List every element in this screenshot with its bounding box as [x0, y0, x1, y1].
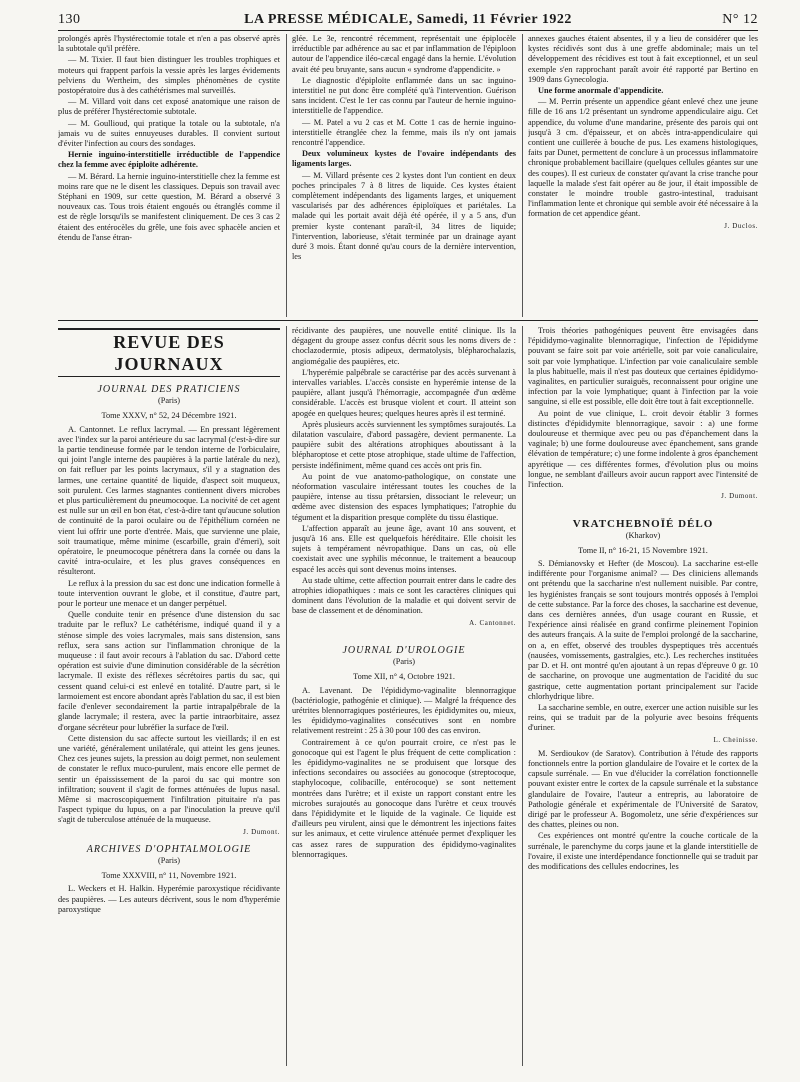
section-rule: [58, 320, 758, 321]
text-paragraph: Ces expériences ont montré qu'entre la couche corticale de la surrénale, le parenchyme du corps jaune et la glande interstitielle de l'ovaire, il existe une interdépendance fonctionnelle qui se traduit par des modifications des cellules endocrines, les: [528, 831, 758, 871]
author-signature: J. Dumont.: [243, 827, 280, 836]
header-rule: [58, 30, 758, 31]
text-paragraph: Contrairement à ce qu'on pourrait croire, ce n'est pas le gonocoque qui est l'agent le plus fréquent de cette complication : les épididymo-vaginalites ne se produisent que lorsque des infections secondaires ou associées au gonocoque (streptocoque, staphylocoque, colibacille, entérocoque) se sont nettement montrées dans l'urètre; et il existe un rapport constant entre les microbes surajoutés au gonocoque dans l'urètre et ceux trouvés dans l'épididymite et le liquide de la vaginale. Ce liquide est d'ailleurs peu virulent, ainsi que le démontrent les injections faites sur les animaux, et cette virulence atténuée permet d'expliquer les cas assez rares de suppuration des épididymo-vaginalites blennorragiques.: [292, 737, 516, 859]
text-paragraph: Le reflux à la pression du sac est donc une indication formelle à toute intervention ouvrant le globe, et il constitue, d'autre part, pour le porteur une menace et un danger perpétuel.: [58, 578, 280, 609]
text-paragraph: S. Démianovsky et Hefter (de Moscou). La saccharine est-elle indifférente pour l'organisme animal? — Des cliniciens allemands ont prétendu que la saccharine n'est nullement nuisible. Par contre, les hygiénistes français se sont toujours montrés opposés à l'emploi de cette substance. Par la force des choses, la saccharine est devenue, dans ces dernières années, d'un usage courant en Russie, et l'expérience ainsi réalisée en grand confirme pleinement l'opinion des auteurs français. A la suite de l'emploi prolongé de la saccharine, on a, en effet, observé des troubles dyspeptiques très accentués (nausées, vomissements, gastralgies, etc.). Les recherches instituées par D. et H. ont montré qu'en ajoutant à un repas d'épreuve 0 gr. 10 de saccharine, on provoque une augmentation de l'acidité du suc gastrique, cette augmentation portant principalement sur l'acide chlorhydrique libre.: [528, 559, 758, 701]
text-paragraph: — M. Goullioud, qui pratique la totale ou la subtotale, n'a jamais vu de suites ennuyeuses durables. Il convient surtout d'éviter l'infection au cours des sondages.: [58, 118, 280, 149]
journal-city: (Paris): [392, 657, 416, 667]
text-paragraph: Cette distension du sac affecte surtout les vieillards; il en est une variété, généralement unilatérale, qui atteint les gens jeunes. Chez ces jeunes sujets, la pression au doigt permet, non seulement de constater le reflux muco-purulent, mais encore elle permet de sentir un épaississement de la paroi du sac qui montre son infiltration; souvent il s'agit de formes atténuées de lupus nasal. Même si macroscopiquement l'infiltration pituitaire n'a pas l'aspect typique du lupus, on a par l'inoculation la preuve qu'il s'agit de tuberculose atténuée de la muqueuse.: [58, 733, 280, 825]
journal-city: (Paris): [157, 855, 181, 865]
text-paragraph: Le diagnostic d'épiploïte enflammée dans un sac inguino-interstitiel ne put donc être complété qu'à l'intervention. Guérison sans incident. C'est le 1er cas connu par l'auteur de hernie inguino-interstitielle de l'appendice.: [292, 75, 516, 116]
author-signature: J. Duclos.: [724, 221, 758, 230]
journal-title: LA PRESSE MÉDICALE, Samedi, 11 Février 1922: [244, 12, 572, 27]
journal-tome: Tome XII, n° 4, Octobre 1921.: [353, 672, 455, 682]
column-divider: [286, 326, 287, 1066]
text-paragraph: récidivante des paupières, une nouvelle entité clinique. Ils la dégagent du groupe assez confus décrit sous les noms divers de : choclazodermie, ptosis adipeux, dermatolysis, blépharochalazis, angiomégalie des paupières, etc.: [292, 326, 516, 366]
text-paragraph: Au stade ultime, cette affection pourrait entrer dans le cadre des atrophies idiopathiques : mais ce sont les caractères cliniques qui dominent dans l'évolution de la maladie et qui doivent servir de base de classement et de dénomination.: [292, 575, 516, 616]
journal-tome: Tome XXXV, n° 52, 24 Décembre 1921.: [101, 411, 237, 421]
text-paragraph: Au point de vue clinique, L. croit devoir établir 3 formes distinctes d'épididymite blennorragique, savoir : a) une forme douloureuse et thermique avec peu ou pas d'épanchement dans la vaginale; b) une forme douloureuse avec épanchement, sans grande élévation de température; c) une forme indolente à gros épanchement apyrétique — ces différentes formes, d'évolution plus ou moins longue, ne semblant d'ailleurs avoir aucun rapport avec l'intensité de l'infection.: [528, 408, 758, 490]
issue-number: N° 12: [722, 12, 758, 27]
journal-tome: Tome II, n° 16-21, 15 Novembre 1921.: [578, 545, 708, 555]
subheading: Deux volumineux kystes de l'ovaire indépendants des ligaments larges.: [292, 149, 516, 169]
author-signature: L. Cheinisse.: [713, 735, 758, 744]
journal-city: (Kharkov): [625, 530, 661, 540]
text-paragraph: — M. Bérard. La hernie inguino-interstitielle chez la femme est moins rare que ne le disent les classiques. Depuis son travail avec Stéphani en 1909, sur cette question, M. Bérard a observé 3 nouveaux cas. Tous trois étaient engoués ou étranglés comme il est de règle lorsqu'ils se manifestent cliniquement. De ces 3 cas 2 étaient des entérocèles du grêle, une fois avec sphacèle ancien et étendu de l'anse étran-: [58, 171, 280, 242]
revue-column-3: [528, 326, 758, 1066]
journal-tome: Tome XXXVIII, n° 11, Novembre 1921.: [101, 871, 237, 881]
text-paragraph: glée. Le 3e, rencontré récemment, représentait une épiplocèle irréductible par adhérence au sac et par inflammation de l'épiploon autour de l'appendice iléo-cæcal engagé dans la hernie. L'évolution avait été peu bruyante, sans aucun « syndrome d'appendicite. »: [292, 34, 516, 74]
text-paragraph: prolongés après l'hystérectomie totale et n'en a pas observé après la subtotale qu'il préfère.: [58, 34, 280, 54]
subheading: Une forme anormale d'appendicite.: [538, 86, 664, 96]
text-paragraph: M. Serdioukov (de Saratov). Contribution à l'étude des rapports fonctionnels entre la portion glandulaire de l'ovaire et le cortex de la capsule surrénale. — En vue d'élucider la corrélation fonctionnelle pouvant exister entre le cortex de la capsule surrénale et la substance glandulaire de l'ovaire, l'auteur a entrepris, au laboratoire de Pathologie générale et expérimentale de l'Université de Saratov, dirigé par le professeur A. Bogomoletz, une série d'expériences sur des chattes, pleines ou non.: [528, 748, 758, 830]
author-signature: A. Cantonnet.: [469, 618, 516, 627]
text-paragraph: L'hyperémie palpébrale se caractérise par des accès survenant à intervalles variables. L'accès consiste en hyperémie intense de la paupière, allant jusqu'à l'hémorragie, accompagnée d'un œdème considérable. L'accès est brusque violent et court. Il atteint son apogée en quelques heures; quelques heures après il est terminé.: [292, 367, 516, 418]
text-paragraph: Trois théories pathogéniques peuvent être envisagées dans l'épididymo-vaginalite blennorragique, l'infection de l'épididyme pouvant se faire soit par voie artérielle, soit par voie canaliculaire, soit par voie lymphatique. L'infection par voie canaliculaire semble la plus habituelle, mais il n'est pas douteux que certaines épididymo-vaginalites, en particulier suraiguës, reconnaissent pour origine une infection par la voie lymphatique; quant à l'infection par la voie sanguine, si elle est possible, elle doit être tout à fait exceptionnelle.: [528, 326, 758, 407]
text-paragraph: Quelle conduite tenir en présence d'une distension du sac traduite par le reflux? Le cathétérisme, indiqué quand il y a sténose simple des voies lacrymales, mais sans distension, sans reflux, sera sans action sur l'inflammation chronique de la muqueuse : il faut avoir recours à l'ablation du sac. D'abord cette opération est suivie d'une diminution considérable de la sécrétion lacrymale. Il existe des réflexes sécrétoires partis du sac, qui cessent quand celui-ci est enlevé en totalité. D'autre part, si le larmoiement est encore abondant après l'ablation du sac, il est bien facile d'enlever secondairement la partie intrapalpébrale de la glande lacrymale; il restera, avec la partie intraorbitaire, assez d'organe sécréteur pour lubréfier la surface de l'œil.: [58, 610, 280, 732]
text-paragraph: La saccharine semble, en outre, exercer une action nuisible sur les reins, qui se traduit par de la polyurie avec besoins fréquents d'uriner.: [528, 702, 758, 733]
revue-column-1: [58, 326, 280, 1066]
text-paragraph: L. Weckers et H. Halkin. Hyperémie paroxystique récidivante des paupières. — Les auteurs décrivent, sous le nom d'hyperémie paroxystique: [58, 884, 280, 914]
journal-name: JOURNAL DES PRATICIENS: [97, 384, 241, 395]
text-paragraph: A. Cantonnet. Le reflux lacrymal. — En pressant légèrement avec l'index sur la paroi antérieure du sac lacrymal (c'est-à-dire sur la partie tendineuse formée par le tendon interne de l'orbiculaire, qui joint l'angle interne des paupières à la partie latérale du nez), on fait refluer par les points lacrymaux, s'il y a stagnation des larmes, une certaine quantité de liquide, d'aspect soit muqueux, soit purulent. Ces larmes stagnantes contiennent divers microbes et plus particulièrement du pneumocoque. La nocivité de cet agent est nulle sur un œil en bon état, c'est-à-dire tant qu'aucune solution de continuité de la paroi oculaire ou de l'épithélium cornéen ne vient lui offrir une porte d'entrée. Mais, que survienne une plaie, soit traumatique, même minime (escarbille, grain d'émeri), soit opératoire, le pneumocoque pénétrera dans la cornée ou dans la cavité intra-oculaire, et les plus graves conséquences en résulteront.: [58, 424, 280, 577]
journal-name: ARCHIVES D'OPHTALMOLOGIE: [86, 843, 252, 855]
top-column-2: [292, 34, 516, 317]
text-paragraph: — M. Villard voit dans cet exposé anatomique une raison de plus de préférer l'hystérectomie subtotale.: [58, 97, 280, 117]
page-number: 130: [58, 12, 81, 27]
journal-name: VRATCHEBNOÏÉ DÉLO: [572, 518, 714, 531]
subheading: Hernie inguino-interstitielle irréductible de l'appendice chez la femme avec épiploïte adhérente.: [58, 150, 280, 170]
text-paragraph: — M. Patel a vu 2 cas et M. Cotte 1 cas de hernie inguino-interstitielle étranglée chez la femme, mais ils n'y ont jamais rencontré l'appendice.: [292, 117, 516, 148]
text-paragraph: Au point de vue anatomo-pathologique, on constate une néoformation vasculaire intéressant toutes les couches de la paupière, intense au tissu prétarsien, dissociant le releveur; un œdème avec distension des espaces lymphatiques; l'atrophie du tégument et la disparition presque complète du tissu élastique.: [292, 471, 516, 522]
revue-column-2: [292, 326, 516, 1066]
column-divider: [286, 34, 287, 317]
text-paragraph: — M. Tixier. Il faut bien distinguer les troubles trophiques et moteurs qui frappent parfois la vessie après les larges évidements pelviens du Wertheim, des simples phénomènes de cystite postopératoire dus à des cathétérismes mal surveillés.: [58, 55, 280, 96]
section-title: REVUE DES JOURNAUX: [58, 328, 280, 377]
text-paragraph: — M. Villard présente ces 2 kystes dont l'un contient en deux poches principales 7 à 8 litres de liquide. Ces kystes étaient complètement indépendants des ligaments larges, et uniquement vascularisés par des adhérences épiploïques et pariétales. La malade qui les portait avait déjà été opérée, il y a 5 ans, d'un premier kyste contenant paraît-il, 34 litres de liquide; l'intervention, laborieuse, s'était terminée par un drainage ayant duré 3 mois. Étant donné qu'au cours de la dernière intervention, les: [292, 170, 516, 262]
journal-name: JOURNAL D'UROLOGIE: [342, 644, 466, 656]
column-divider: [522, 326, 523, 1066]
text-paragraph: — M. Perrin présente un appendice géant enlevé chez une jeune fille de 16 ans 1/2 présentant un syndrome appendiculaire aigu. Cet appendice, du volume d'une mandarine, présente des parois qui ont jusqu'à 3 cm. d'épaisseur, et on abcès intra-appendiculaire qui contient une cuillerée à bouche de pus. Les examens histologiques, faits par Dunet, permettent de conclure à un processus inflammatoire chronique probablement bacillaire (quelques cellules géantes sur une des coupes). Il est curieux de constater qu'avant la crise tranche pour laquelle la malade s'est fait opérer au 8e jour, il était impossible de constater le moindre trouble gastro-intestinal, traduisant l'inflammation lente et chronique qui semble avoir été nécessaire à la formation de cet appendice géant.: [528, 97, 758, 219]
author-signature: J. Dumont.: [721, 492, 758, 501]
text-paragraph: A. Lavenant. De l'épididymo-vaginalite blennorragique (bactériologie, pathogénie et clinique). — Malgré la fréquence des urétrites blennorragiques postérieures, les épididymites ou, mieux, les épididymo-vaginalites consécutives sont en nombre relativement restreint : 25 à 30 pour 100 des cas environ.: [292, 685, 516, 736]
column-divider: [522, 34, 523, 317]
page-header: [58, 8, 758, 28]
top-column-1: [58, 34, 280, 317]
top-column-3: [528, 34, 758, 317]
text-paragraph: L'affection apparaît au jeune âge, avant 10 ans souvent, et jusqu'à 16 ans. Elle est quelquefois héréditaire. Elle choisit les sujets à tempérament névropathique. Dans un cas, où elle coexistait avec une syphilis méconnue, le traitement a beaucoup espacé les accès qui sont devenus moins intenses.: [292, 523, 516, 574]
journal-city: (Paris): [157, 396, 181, 406]
text-paragraph: annexes gauches étaient absentes, il y a lieu de considérer que les kystes récidivés sont dus à une greffe abdominale; mais un tel développement des récidives est tout à fait exceptionnel, et un seul exemple s'en rapprochant paraît avoir été rapporté par Bertino en 1909 dans Gynecologia.: [528, 34, 758, 84]
text-paragraph: Après plusieurs accès surviennent les symptômes surajoutés. La dilatation vasculaire, d'abord passagère, devient permanente. La paupière subit des altérations atrophiques aboutissant à la blépharoptose et cette ptose atrophique, stade ultime de l'affection, persiste indéfiniment, même quand ces accès ont pris fin.: [292, 419, 516, 470]
